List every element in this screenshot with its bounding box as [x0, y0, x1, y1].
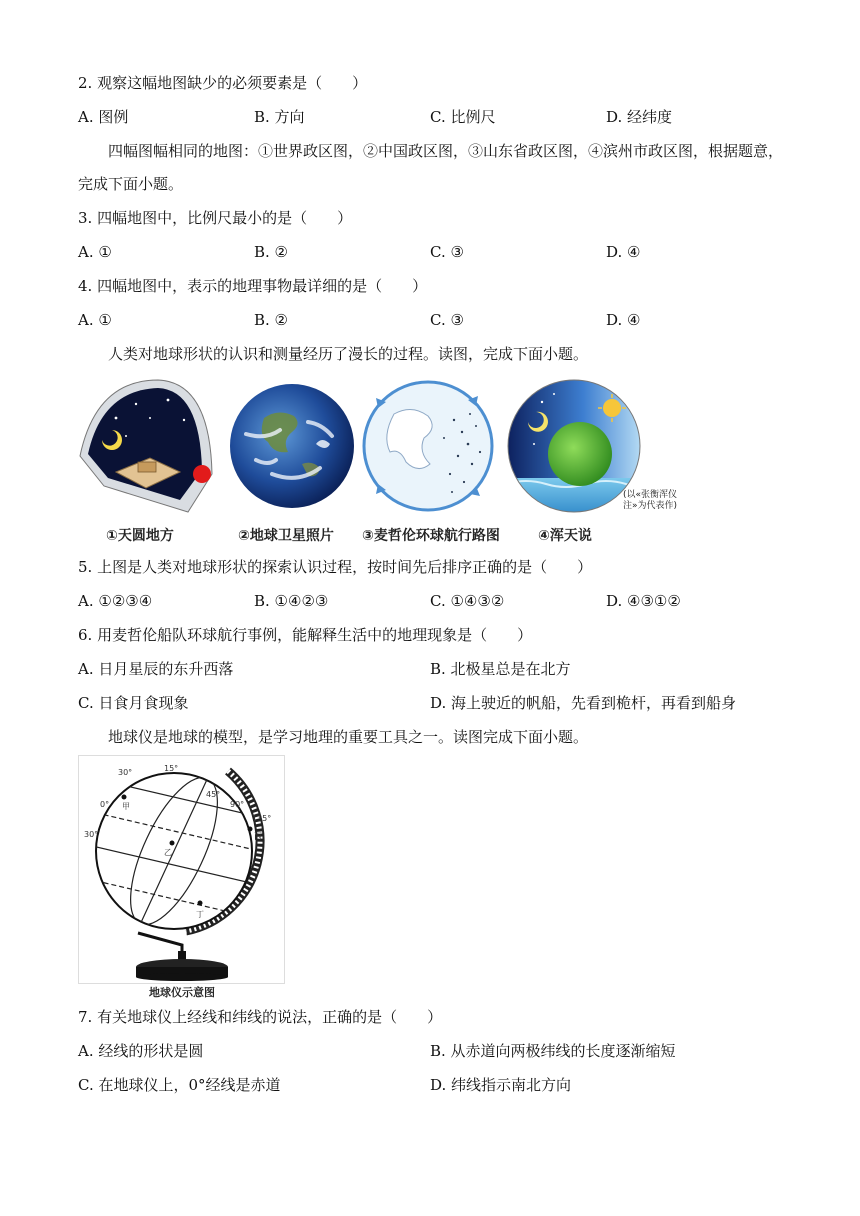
- intro-paragraph-3: 地球仪是地球的模型，是学习地理的重要工具之一。读图完成下面小题。: [108, 728, 589, 746]
- q4-option-c: C. ③: [430, 311, 464, 329]
- q5-option-d: D. ④③①②: [606, 592, 681, 610]
- magellan-route-image: [364, 382, 492, 510]
- caption-square-earth: ①天圆地方: [106, 528, 174, 544]
- q2-option-c: C. 比例尺: [430, 108, 496, 126]
- point-jia-label: 甲: [122, 802, 130, 811]
- q2-option-b: B. 方向: [254, 108, 305, 126]
- q6-option-c: C. 日食月食现象: [78, 694, 189, 712]
- intro-paragraph-1-line-2: 完成下面小题。: [78, 175, 184, 193]
- q2-option-d: D. 经纬度: [606, 108, 673, 126]
- square-earth-round-sky-image: [80, 380, 212, 512]
- lon-90-label: 90°: [230, 800, 245, 809]
- lon-15-label: 15°: [164, 764, 179, 773]
- q4-option-b: B. ②: [254, 311, 289, 329]
- globe-caption: 地球仪示意图: [149, 986, 215, 999]
- q6-option-d: D. 海上驶近的帆船，先看到桅杆，再看到船身: [430, 694, 737, 712]
- q4-stem: 4. 四幅地图中，表示的地理事物最详细的是（ ）: [78, 277, 428, 295]
- q7-option-d: D. 纬线指示南北方向: [430, 1076, 572, 1094]
- caption-armillary: ④浑天说: [538, 528, 592, 544]
- lat-30n-label: 30°: [118, 768, 133, 777]
- earth-shape-figure: [76, 374, 696, 522]
- q5-option-c: C. ①④③②: [430, 592, 505, 610]
- lon-45-label: 45°: [206, 790, 221, 799]
- intro-paragraph-2: 人类对地球形状的认识和测量经历了漫长的过程。读图，完成下面小题。: [108, 345, 589, 363]
- caption-magellan: ③麦哲伦环球航行路图: [362, 528, 500, 544]
- q6-stem: 6. 用麦哲伦船队环球航行事例，能解释生活中的地理现象是（ ）: [78, 626, 533, 644]
- q3-option-a: A. ①: [78, 243, 112, 261]
- q7-stem: 7. 有关地球仪上经线和纬线的说法，正确的是（ ）: [78, 1008, 443, 1026]
- point-ding-label: 丁: [196, 910, 204, 919]
- caption-satellite: ②地球卫星照片: [238, 528, 334, 544]
- satellite-earth-image: [230, 384, 354, 508]
- point-yi-label: 乙: [164, 848, 172, 857]
- q3-option-d: D. ④: [606, 243, 641, 261]
- q3-option-b: B. ②: [254, 243, 289, 261]
- lat-30s-label: 30°: [84, 830, 99, 839]
- intro-paragraph-1-line-1: 四幅图幅相同的地图：①世界政区图，②中国政区图，③山东省政区图，④滨州市政区图，根据题意，: [108, 142, 784, 160]
- q3-option-c: C. ③: [430, 243, 464, 261]
- lon-135-label: 135°: [252, 814, 272, 823]
- q7-option-b: B. 从赤道向两极纬线的长度逐渐缩短: [430, 1042, 676, 1060]
- q5-option-a: A. ①②③④: [78, 592, 153, 610]
- q7-option-a: A. 经线的形状是圆: [78, 1042, 204, 1060]
- globe-diagram: [78, 755, 286, 1001]
- q5-stem: 5. 上图是人类对地球形状的探索认识过程，按时间先后排序正确的是（ ）: [78, 558, 593, 576]
- q5-option-b: B. ①④②③: [254, 592, 329, 610]
- q7-option-c: C. 在地球仪上，0°经线是赤道: [78, 1076, 281, 1094]
- armillary-note: (以«张衡浑仪注»为代表作): [623, 490, 678, 511]
- q4-option-d: D. ④: [606, 311, 641, 329]
- point-bing-label: 丙: [254, 832, 262, 841]
- q6-option-b: B. 北极星总是在北方: [430, 660, 571, 678]
- q3-stem: 3. 四幅地图中，比例尺最小的是（ ）: [78, 209, 353, 227]
- q6-option-a: A. 日月星辰的东升西落: [78, 660, 234, 678]
- q4-option-a: A. ①: [78, 311, 112, 329]
- lat-0-label: 0°: [100, 800, 110, 809]
- q2-stem: 2. 观察这幅地图缺少的必须要素是（ ）: [78, 74, 368, 92]
- q2-option-a: A. 图例: [78, 108, 129, 126]
